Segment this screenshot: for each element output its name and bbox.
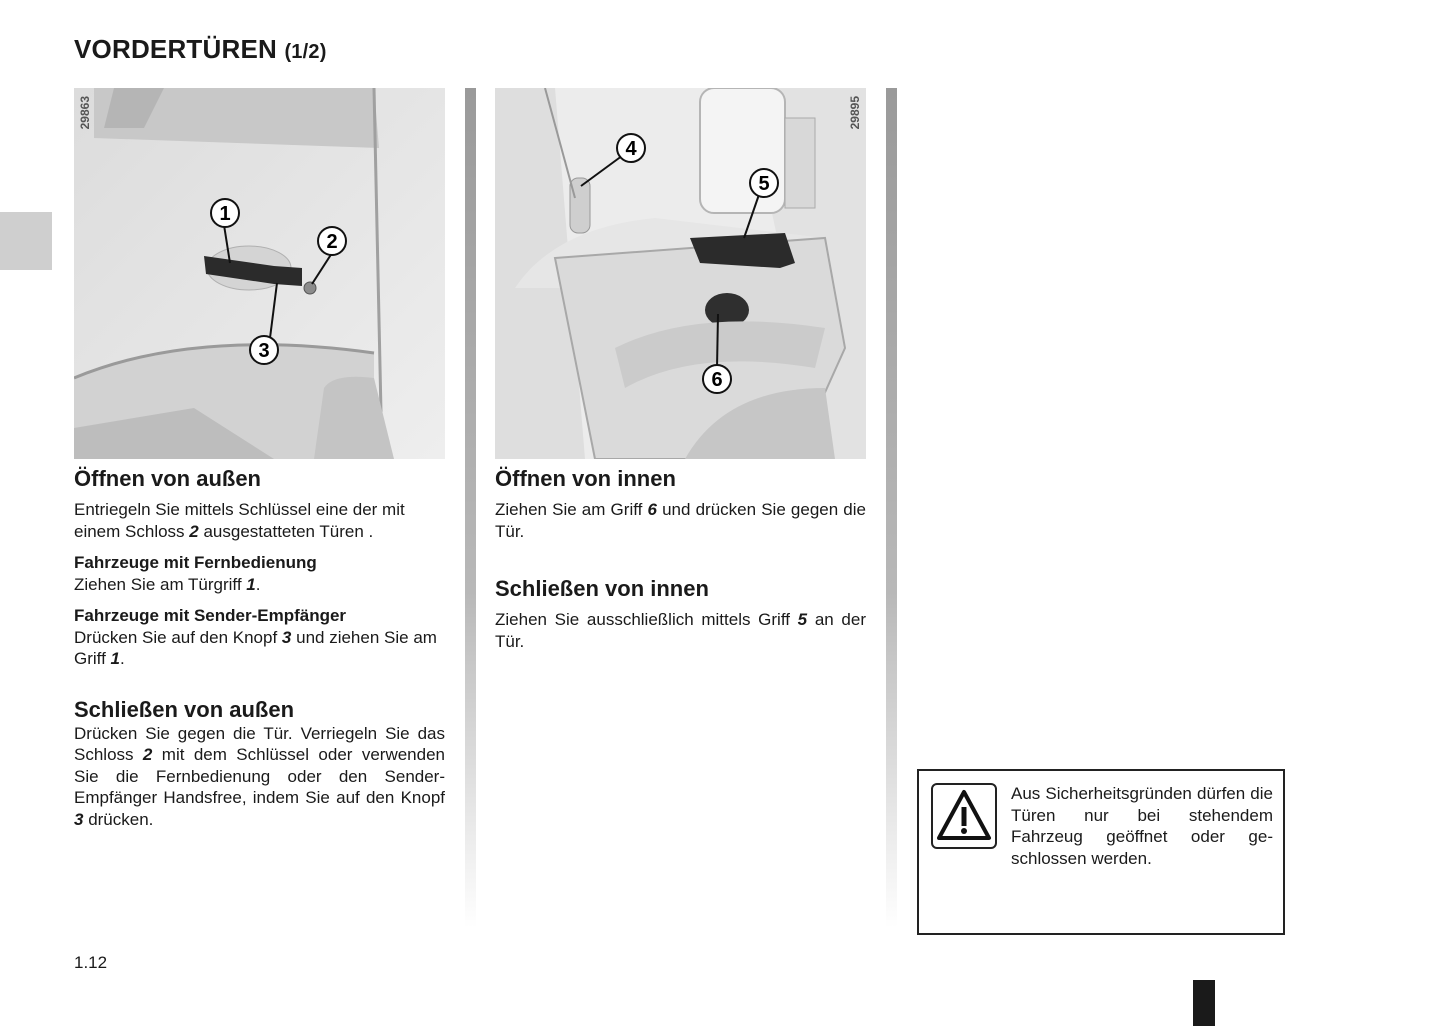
interior-door-illustration [495,88,866,459]
page-title-part: (1/2) [284,41,327,63]
callout-5-label: 5 [758,173,770,195]
warning-box [917,769,1285,935]
reference-number: 2 [189,521,199,541]
warning-triangle-icon [931,783,997,849]
open-inside-paragraph [495,499,866,542]
text-segment: Ziehen Sie am Griff [495,500,648,519]
remote-paragraph [74,552,445,595]
callout-6-label: 6 [711,369,723,391]
text-segment: drücken. [83,809,154,829]
text-segment: und ziehen Sie am Griff [74,627,437,668]
middle-column [495,466,866,652]
callout-5 [750,169,778,197]
reference-number: 2 [142,745,153,764]
transmitter-paragraph [74,605,445,670]
transmitter-label: Fahrzeuge mit Sender-Empfänger [74,606,347,625]
text-segment: Entriegeln Sie mittels Schlüssel eine der mit einem Schloss [74,500,405,541]
callout-3-label: 3 [258,340,270,362]
callout-4-label: 4 [625,138,637,160]
page-edge-marker [1193,980,1215,1026]
close-inside-paragraph [495,609,866,652]
text-segment: und drücken Sie gegen die Tür. [495,500,866,541]
heading-close-inside: Schließen von innen [495,576,709,601]
callout-4 [617,134,645,162]
reference-number: 5 [797,610,808,629]
page-title-text: VORDERTÜREN [74,34,277,64]
page-number: 1.12 [74,953,108,972]
open-outside-paragraph [74,499,445,542]
callout-2-label: 2 [326,231,338,253]
left-column [74,466,445,830]
callout-2 [318,227,346,255]
heading-open-outside: Öffnen von außen [74,466,261,491]
callout-1 [211,199,239,227]
figure-exterior-door [74,88,445,459]
reference-number: 6 [647,500,657,519]
heading-open-inside: Öffnen von innen [495,466,676,491]
callout-6 [703,365,731,393]
reference-number: 3 [74,809,84,829]
text-segment: Ziehen Sie am Türgriff [74,574,247,594]
column-divider-1 [465,88,476,928]
text-segment: ausgestatteten Türen . [198,521,374,541]
text-segment: . [255,574,261,594]
text-segment: an der Tür. [495,610,866,651]
text-segment: . [120,649,125,668]
reference-number: 3 [281,627,292,647]
column-divider-2 [886,88,897,928]
chapter-tab [0,212,52,270]
figure-code-left: 29863 [78,96,92,130]
callout-1-label: 1 [219,203,231,225]
heading-close-outside: Schließen von außen [74,696,295,722]
warning-text: Aus Sicherheitsgründen dürfen die Türen nur bei stehendem Fahrzeug geöffnet oder geschlossen werden. [1011,784,1273,868]
figure-interior-door [495,88,866,459]
reference-number: 1 [246,574,256,594]
page-title [74,34,327,65]
callout-3 [250,336,278,364]
text-segment: Ziehen Sie ausschließlich mittels Griff [495,610,798,629]
reference-number: 1 [110,649,120,668]
remote-label: Fahrzeuge mit Fernbedienung [74,553,317,572]
figure-code-middle: 29895 [848,96,862,130]
close-outside-paragraph [74,723,445,831]
text-segment: Drücken Sie auf den Knopf [74,627,282,647]
text-segment: Drücken Sie gegen die Tür. Verriegeln Sie das Schloss [74,723,445,764]
exterior-door-illustration [74,88,445,459]
text-segment: mit dem Schlüssel oder verwenden Sie die Fernbedienung oder den Sender-Empfänger Handsfree, indem Sie auf den Knopf [74,745,446,807]
